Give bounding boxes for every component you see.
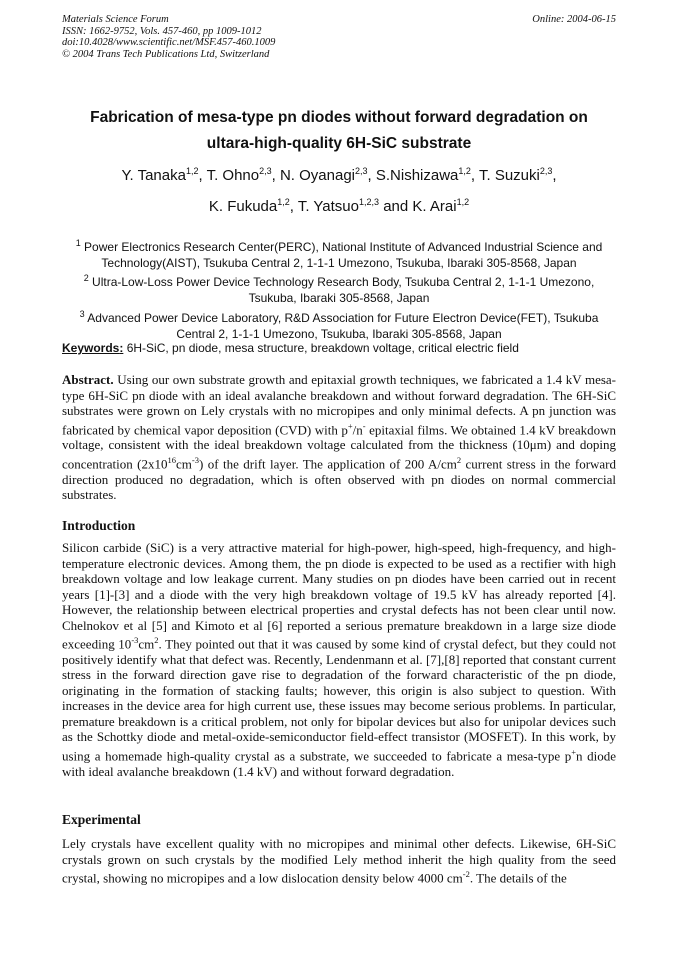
affiliation-text: Ultra-Low-Loss Power Device Technology Research Body, Tsukuba Central 2, 1-1-1 Umezono, Tsukuba, Ibaraki 305-8568, Japan: [92, 275, 595, 306]
affiliations: [62, 236, 616, 342]
superscript: 2: [456, 454, 462, 465]
author-name: K. Arai: [412, 198, 457, 215]
author-name: S.Nishizawa: [375, 167, 459, 184]
author-name: K. Fukuda: [208, 198, 278, 215]
paper-title: [62, 105, 616, 157]
superscript: -: [362, 420, 366, 431]
author-affiliation-mark: 1,2: [185, 166, 199, 176]
experimental-body: [62, 836, 616, 886]
title-line-2: ultara-high-quality 6H-SiC substrate: [206, 135, 472, 152]
journal-name: Materials Science Forum: [62, 14, 169, 25]
author-name: T. Suzuki: [478, 167, 540, 184]
introduction-text: n diode with ideal avalanche breakdown (1.4 kV) and without forward degradation.: [62, 748, 616, 779]
author-separator: ,: [198, 167, 207, 184]
author-name: Y. Tanaka: [121, 167, 186, 184]
introduction-heading: Introduction: [62, 518, 136, 533]
author-line-1: [62, 158, 616, 189]
author-separator: ,: [552, 167, 557, 184]
keywords-text: 6H-SiC, pn diode, mesa structure, breakdown voltage, critical electric field: [126, 341, 519, 355]
superscript: +: [571, 746, 577, 757]
superscript: -3: [131, 635, 139, 645]
keywords-label: Keywords: [62, 341, 120, 355]
affiliation-item: [62, 271, 616, 306]
abstract-text: Using our own substrate growth and epitaxial growth techniques, we fabricated a 1.4 kV mesa-type 6H-SiC pn diode with an ideal avalanche breakdown and without forward degradation. The 6H-SiC substrates were grown on Lely crystals with no micropipes and only minimal defects. A pn junction was fabricated by chemical vapor deposition (CVD) with p: [62, 372, 617, 437]
author-separator: ,: [271, 167, 280, 184]
superscript: +: [347, 420, 353, 431]
introduction-text: . They pointed out that it was caused by some kind of crystal defect, but they could not positively identify what that defect was. Recently, Lendenmann et al. [7],[8] reported that constant current stress in the forward direction gave rise to degradation of the forward characteristic of the pn diode, originating in the formation of stacking faults; however, this origin is also subject to question. With increases in the device area for high current use, these issues may become serious problems. In particular, premature breakdown is a critical problem, not only for bipolar devices but also for unipolar devices such as the Schottky diode and metal-oxide-semiconductor field-effect transistor (MOSFET). In this work, by using a homemade high-quality crystal as a substrate, we succeeded to fabricate a mesa-type p: [62, 636, 616, 764]
author-separator: and: [379, 198, 413, 215]
superscript: 16: [167, 454, 176, 465]
author-list: [62, 158, 616, 220]
affiliation-text: Power Electronics Research Center(PERC), National Institute of Advanced Industrial Science and Technology(AIST), Tsukuba Central 2, 1-1-1 Umezono, Tsukuba, Ibaraki 305-8568, Japan: [84, 240, 603, 270]
abstract-text: epitaxial films. We obtained 1.4 kV breakdown voltage, consistent with the ideal breakdown voltage calculated from the thickness (10μm) and doping concentration (2x10: [62, 421, 617, 472]
author-name: N. Oyanagi: [279, 167, 355, 184]
keywords: Keywords: 6H-SiC, pn diode, mesa structure, breakdown voltage, critical electric field: [62, 341, 519, 355]
abstract-text: ) of the drift layer. The application of 200 A/cm: [198, 456, 457, 472]
affiliation-text: Advanced Power Device Laboratory, R&D Association for Future Electron Device(FET), Tsukuba Central 2, 1-1-1 Umezono, Tsukuba, Ibaraki 305-8568, Japan: [87, 310, 599, 341]
affiliation-number: 3: [79, 308, 85, 319]
affiliation-number: 1: [75, 238, 81, 248]
author-affiliation-mark: 2,3: [259, 166, 272, 176]
abstract-text: cm: [176, 456, 192, 472]
author-affiliation-mark: 1,2: [277, 197, 290, 207]
author-affiliation-mark: 1,2,3: [359, 197, 380, 207]
introduction-text: Silicon carbide (SiC) is a very attractive material for high-power, high-speed, high-frequency, and high-temperature electronic devices. Among them, the pn diode is expected to be used as a rectifier with high breakdown voltage and low leakage current. Many studies on pn diodes have been carried out in recent years [1]-[3] and a diode with the very high breakdown voltage of 19.5 kV has already reported [4]. However, the relationship between electrical properties and crystal defects has not been clear until now. Chelnokov et al [5] and Kimoto et al [6] reported a serious premature breakdown in a large size diode exceeding 10: [62, 540, 616, 652]
author-separator: ,: [470, 167, 479, 184]
author-name: T. Ohno: [206, 167, 260, 184]
affiliation-item: [62, 307, 616, 342]
author-separator: ,: [289, 198, 298, 215]
abstract-text: current stress in the forward direction produced no degradation, which is often observed with pn diodes on normal commercial substrates.: [62, 456, 617, 503]
author-affiliation-mark: 1,2: [458, 166, 471, 176]
affiliation-item: [62, 236, 616, 271]
copyright-line: © 2004 Trans Tech Publications Ltd, Switzerland: [62, 48, 270, 60]
abstract-text: /n: [352, 421, 363, 437]
author-name: T. Yatsuo: [297, 198, 359, 215]
introduction-text: cm: [138, 636, 155, 652]
superscript: -3: [191, 454, 199, 465]
author-line-2: [62, 189, 616, 220]
author-affiliation-mark: 2,3: [539, 166, 553, 176]
issn-line: ISSN: 1662-9752, Vols. 457-460, pp 1009-1012: [62, 25, 262, 37]
abstract: [62, 372, 616, 503]
title-line-1: Fabrication of mesa-type pn diodes without forward degradation on: [90, 109, 588, 126]
author-affiliation-mark: 1,2: [456, 197, 470, 207]
online-date: Online: 2004-06-15: [532, 14, 616, 25]
superscript: -2: [462, 869, 470, 879]
author-affiliation-mark: 2,3: [355, 166, 368, 176]
doi-line: doi:10.4028/www.scientific.net/MSF.457-460.1009: [62, 37, 276, 48]
abstract-label: Abstract.: [62, 372, 114, 387]
author-separator: ,: [367, 167, 376, 184]
experimental-text: . The details of the: [469, 870, 567, 886]
introduction-body: [62, 540, 616, 779]
experimental-text: Lely crystals have excellent quality with no micropipes and minimal other defects. Likewise, 6H-SiC crystals grown on such crystals by the modified Lely method inherit the high quality from the seed crystal, showing no micropipes and a low dislocation density below 4000 cm: [62, 836, 616, 886]
superscript: 2: [154, 635, 159, 645]
journal-header: [62, 14, 616, 60]
affiliation-number: 2: [83, 273, 89, 284]
experimental-heading: Experimental: [62, 812, 141, 827]
